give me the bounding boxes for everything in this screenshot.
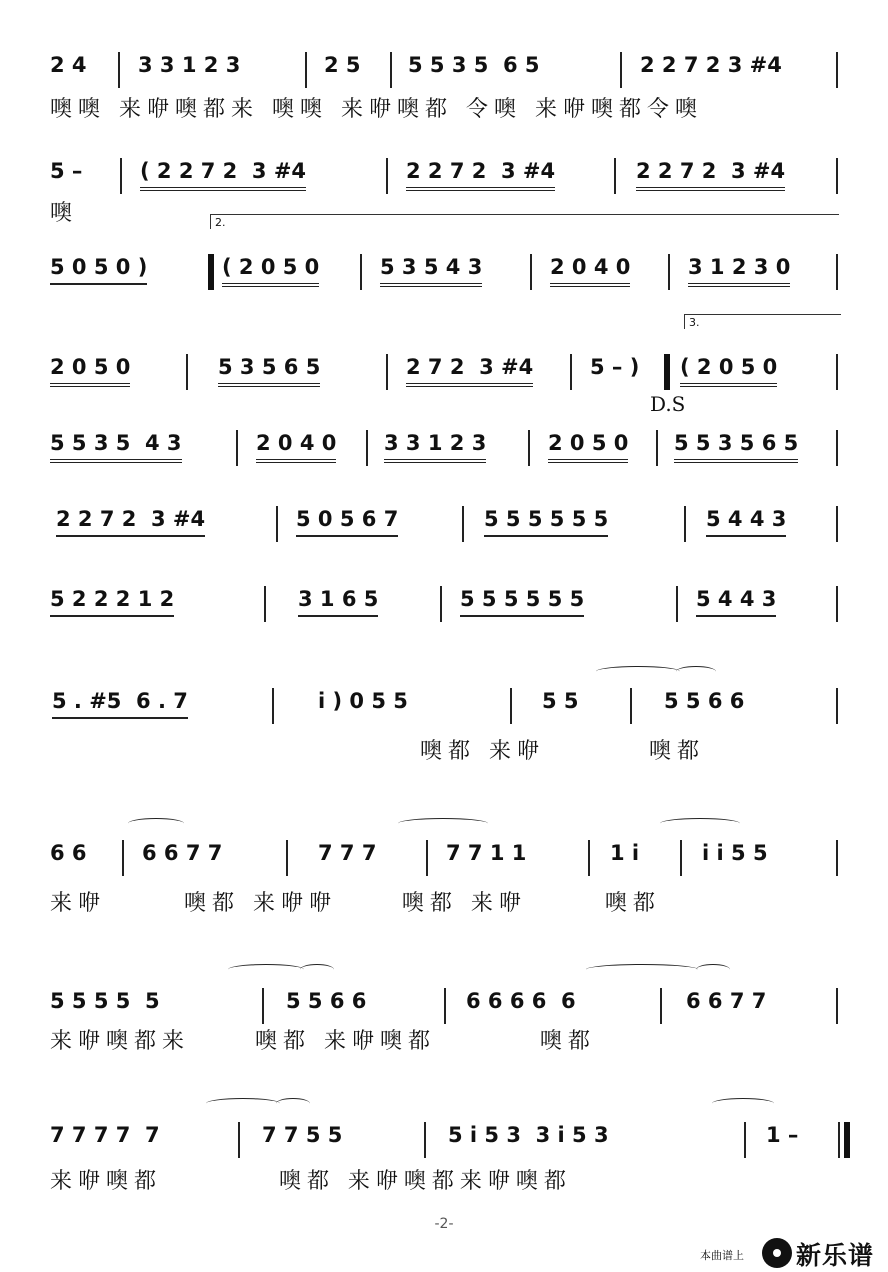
brand-logo (700, 1236, 888, 1270)
measure: 2 2 7 2 3 #4 (406, 156, 555, 191)
measure: 7 7 1 1 (446, 841, 527, 865)
bar-line (680, 840, 682, 876)
measure: 2 0 5 0 (548, 428, 628, 463)
bar-line (836, 688, 838, 724)
bar-line (264, 586, 266, 622)
bar-line (836, 586, 838, 622)
measure: 5 5 3 5 4 3 (50, 428, 182, 463)
bar-line (122, 840, 124, 876)
bar-line (238, 1122, 240, 1158)
repeat-end-barline (208, 254, 214, 290)
bar-line (836, 840, 838, 876)
measure: 3 1 6 5 (298, 584, 378, 617)
bar-line (570, 354, 572, 390)
bar-line (186, 354, 188, 390)
measure: 5 0 5 0 ) (50, 252, 147, 285)
volta-bracket: 2. (210, 214, 839, 229)
slur (712, 1098, 774, 1109)
measure: 5 5 5 5 5 5 (484, 504, 608, 537)
bar-line (272, 688, 274, 724)
measure: 3 1 2 3 0 (688, 252, 790, 287)
bar-line (836, 430, 838, 466)
slur (128, 818, 184, 829)
bar-line (836, 52, 838, 88)
measure: 7 7 7 7 7 (50, 1123, 160, 1147)
measure: 5 . #5 6 . 7 (52, 686, 188, 719)
measure: 2 2 7 2 3 #4 (56, 504, 205, 537)
slur (300, 964, 334, 975)
bar-line (386, 158, 388, 194)
measure: 2 5 (324, 53, 361, 77)
bar-line (462, 506, 464, 542)
measure: 5 2 2 2 1 2 (50, 584, 174, 617)
measure: 5 5 3 5 6 5 (674, 428, 798, 463)
bar-line (630, 688, 632, 724)
bar-line (386, 354, 388, 390)
measure: 1 i (610, 841, 640, 865)
slur (586, 964, 698, 975)
slur (228, 964, 304, 975)
bar-line (836, 354, 838, 390)
measure: 6 6 (50, 841, 87, 865)
volta-bracket: 3. (684, 314, 841, 329)
measure: 5 5 5 5 5 5 (460, 584, 584, 617)
bar-line (530, 254, 532, 290)
measure: 2 0 4 0 (256, 428, 336, 463)
bar-line (668, 254, 670, 290)
bar-line (528, 430, 530, 466)
measure: 7 7 7 (318, 841, 377, 865)
bar-line (366, 430, 368, 466)
lyrics-line: 噢噢 来咿噢都来 噢噢 来咿噢都 令噢 来咿噢都令噢 (50, 97, 703, 122)
slur (206, 1098, 280, 1109)
measure: i ) 0 5 5 (318, 689, 408, 713)
bar-line (236, 430, 238, 466)
measure: 5 5 6 6 (286, 989, 367, 1013)
bar-line (305, 52, 307, 88)
measure: 3 3 1 2 3 (138, 53, 241, 77)
measure: 5 3 5 6 5 (218, 352, 320, 387)
lyrics-line: 来咿噢都来 噢都 来咿噢都 噢都 (50, 1029, 596, 1054)
measure: 5 4 4 3 (696, 584, 776, 617)
bar-line (684, 506, 686, 542)
measure: 5 3 5 4 3 (380, 252, 482, 287)
measure: 5 5 (542, 689, 579, 713)
measure: 2 0 4 0 (550, 252, 630, 287)
bar-line (426, 840, 428, 876)
repeat-start-barline (664, 354, 670, 390)
bar-line (836, 506, 838, 542)
final-bar-thick (844, 1122, 850, 1158)
bar-line (836, 254, 838, 290)
measure: ( 2 0 5 0 (680, 352, 777, 387)
measure: 5 5 3 5 6 5 (408, 53, 540, 77)
measure: 6 6 7 7 (142, 841, 223, 865)
brand-name: 新乐谱 (796, 1241, 875, 1270)
bar-line (444, 988, 446, 1024)
measure: ( 2 2 7 2 3 #4 (140, 156, 306, 191)
page-number: -2- (434, 1216, 454, 1232)
bar-line (118, 52, 120, 88)
bar-line (360, 254, 362, 290)
dal-segno-mark: D.S (650, 392, 686, 416)
measure: 5 0 5 6 7 (296, 504, 398, 537)
measure: 2 0 5 0 (50, 352, 130, 387)
brand-tagline: 本曲谱上 (700, 1249, 744, 1262)
measure: 2 2 7 2 3 #4 (640, 53, 782, 77)
measure: 5 – (50, 159, 83, 183)
bar-line (262, 988, 264, 1024)
slur (676, 666, 716, 677)
measure: 3 3 1 2 3 (384, 428, 486, 463)
bar-line (836, 988, 838, 1024)
measure: 5 4 4 3 (706, 504, 786, 537)
bar-line (588, 840, 590, 876)
measure: 2 4 (50, 53, 87, 77)
bar-line (276, 506, 278, 542)
measure: 5 i 5 3 3 i 5 3 (448, 1123, 609, 1147)
measure: 5 5 5 5 5 (50, 989, 160, 1013)
measure: 5 5 6 6 (664, 689, 745, 713)
measure: 6 6 7 7 (686, 989, 767, 1013)
measure: 1 – (766, 1123, 799, 1147)
record-disc-icon (762, 1238, 792, 1268)
final-bar-thin (838, 1122, 840, 1158)
slur (660, 818, 740, 829)
bar-line (510, 688, 512, 724)
slur (276, 1098, 310, 1109)
bar-line (286, 840, 288, 876)
lyrics-line: 来咿噢都 噢都 来咿噢都来咿噢都 (50, 1169, 572, 1194)
measure: 2 7 2 3 #4 (406, 352, 533, 387)
bar-line (120, 158, 122, 194)
lyrics-line: 来咿 噢都 来咿咿 噢都 来咿 噢都 (50, 891, 661, 916)
measure: 5 – ) (590, 355, 640, 379)
bar-line (424, 1122, 426, 1158)
bar-line (620, 52, 622, 88)
bar-line (440, 586, 442, 622)
slur (398, 818, 488, 829)
measure: i i 5 5 (702, 841, 768, 865)
measure: 6 6 6 6 6 (466, 989, 576, 1013)
lyrics-line: 噢都 来咿 噢都 (420, 739, 705, 764)
bar-line (744, 1122, 746, 1158)
bar-line (676, 586, 678, 622)
bar-line (836, 158, 838, 194)
bar-line (614, 158, 616, 194)
bar-line (656, 430, 658, 466)
lyrics-line: 噢 (50, 201, 79, 226)
measure: 2 2 7 2 3 #4 (636, 156, 785, 191)
bar-line (660, 988, 662, 1024)
slur (596, 666, 680, 677)
measure: ( 2 0 5 0 (222, 252, 319, 287)
slur (696, 964, 730, 975)
measure: 7 7 5 5 (262, 1123, 343, 1147)
bar-line (390, 52, 392, 88)
